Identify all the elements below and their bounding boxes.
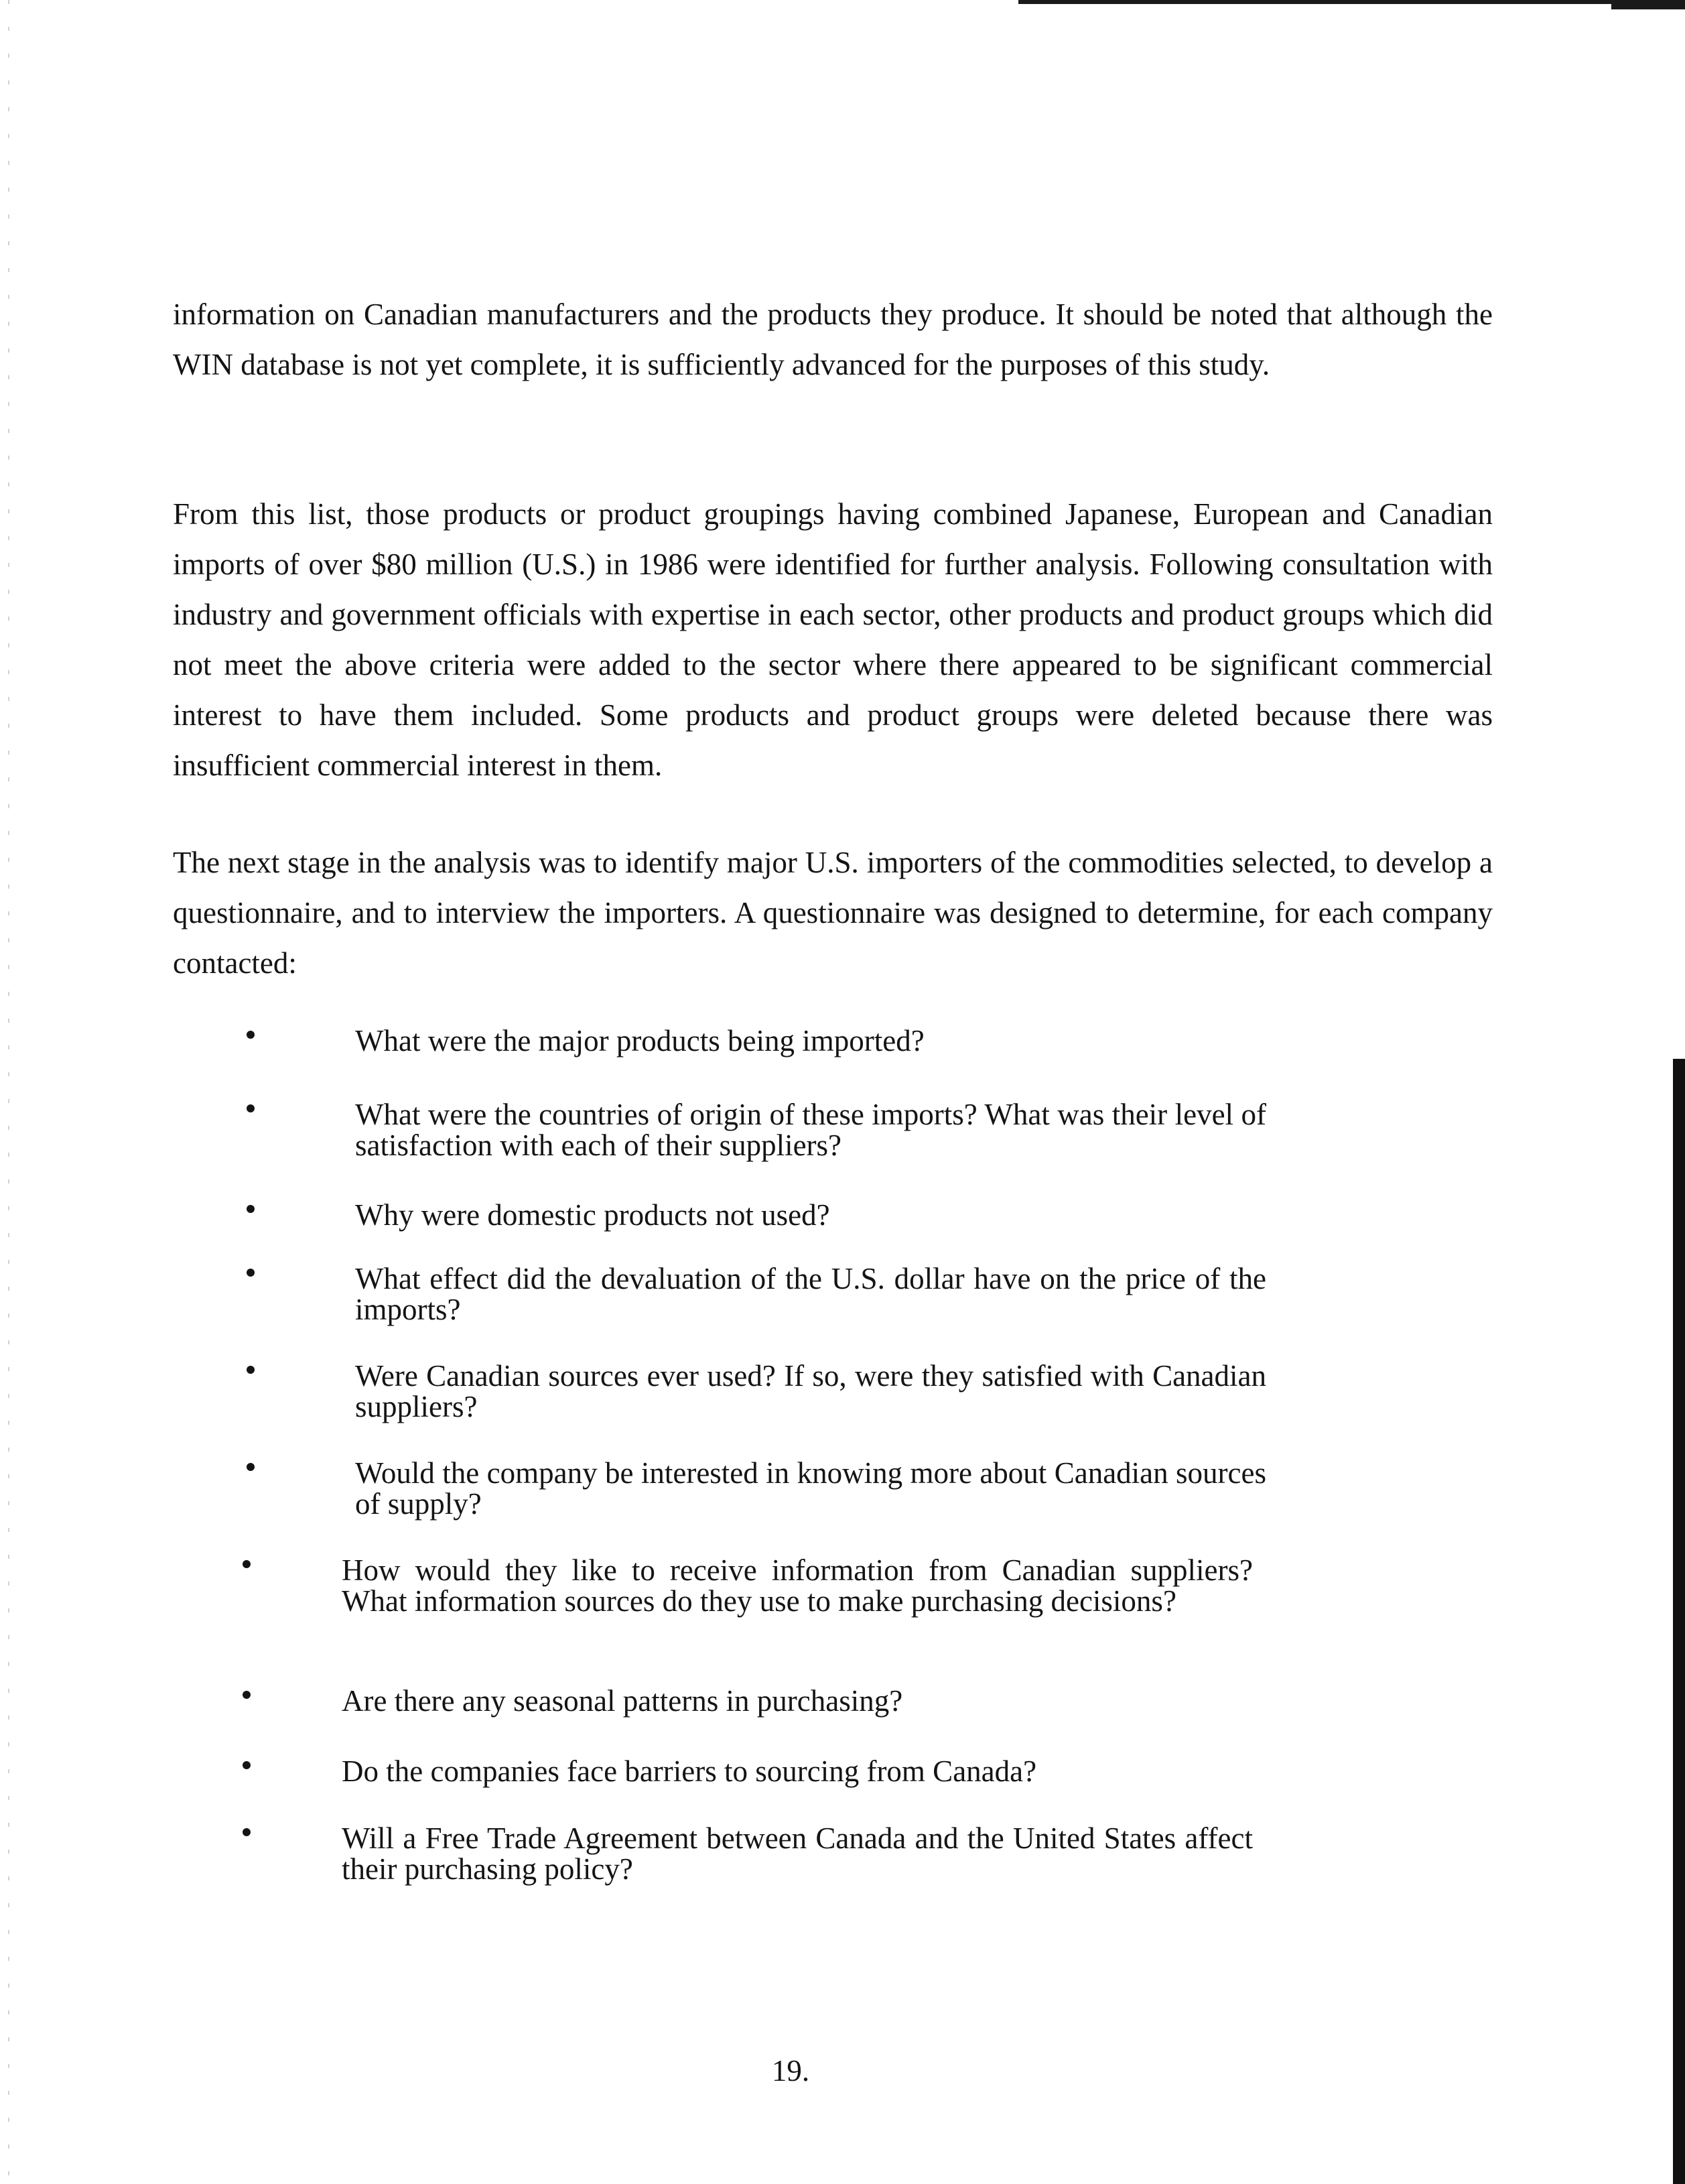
question-text: What effect did the devaluation of the U.S. dollar have on the price of the imports? — [355, 1262, 1266, 1326]
question-text: What were the countries of origin of these imports? What was their level of satisfaction with each of their suppliers? — [355, 1098, 1266, 1162]
question-text: Will a Free Trade Agreement between Canada and the United States affect their purchasing policy? — [342, 1821, 1253, 1886]
scan-edge-top-corner — [1611, 0, 1685, 9]
question-text: How would they like to receive information from Canadian suppliers? What information sources do they use to make purchasing decisions? — [342, 1553, 1253, 1618]
question-text: Would the company be interested in knowing more about Canadian sources of supply? — [355, 1456, 1266, 1521]
bullet-icon — [247, 1269, 255, 1277]
bullet-icon — [247, 1031, 255, 1039]
bullet-icon — [247, 1366, 255, 1374]
question-text: Are there any seasonal patterns in purchasing? — [342, 1684, 903, 1718]
bullet-icon — [247, 1205, 255, 1213]
scan-edge-top — [1018, 0, 1685, 4]
question-text: Do the companies face barriers to sourcing from Canada? — [342, 1754, 1037, 1788]
question-text: What were the major products being imported? — [355, 1024, 925, 1057]
bullet-icon — [243, 1691, 251, 1699]
paragraph-product-selection: From this list, those products or product groupings having combined Japanese, European and Canadian imports of over $80 million (U.S.) in 1986 were identified for further analysis. Following consultation with industry and government officials with expertise in each sector, other products and product groups which did not meet the above criteria were added to the sector where there appeared to be significant commercial interest to have them included. Some products and product groups were deleted because there was insufficient commercial interest in them. — [173, 497, 1493, 782]
bullet-icon — [243, 1560, 251, 1568]
scan-edge-left — [8, 0, 9, 2184]
bullet-icon — [247, 1463, 255, 1471]
page-number: 19. — [771, 2054, 810, 2087]
scan-edge-right — [1673, 1059, 1685, 2184]
bullet-icon — [247, 1104, 255, 1112]
paragraph-win-database: information on Canadian manufacturers and the products they produce. It should be noted that although the WIN database is not yet complete, it is sufficiently advanced for the purposes of this study. — [173, 298, 1493, 381]
bullet-icon — [243, 1828, 251, 1836]
bullet-icon — [243, 1761, 251, 1769]
question-text: Were Canadian sources ever used? If so, were they satisfied with Canadian suppliers? — [355, 1359, 1266, 1423]
question-text: Why were domestic products not used? — [355, 1198, 830, 1232]
paragraph-questionnaire-intro: The next stage in the analysis was to identify major U.S. importers of the commodities selected, to develop a questionnaire, and to interview the importers. A questionnaire was designed to determine, for each company contacted: — [173, 846, 1493, 980]
